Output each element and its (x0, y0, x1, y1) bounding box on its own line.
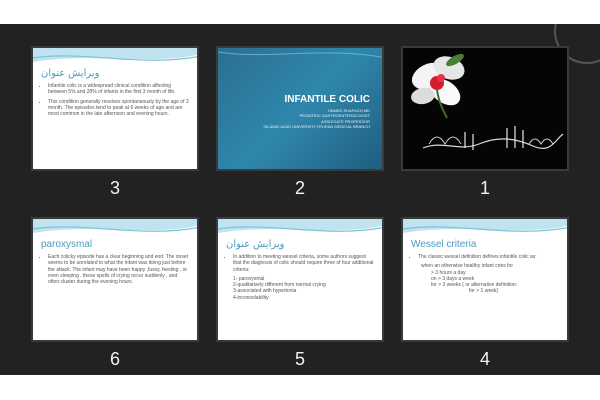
slide-title: paroxysmal (41, 239, 93, 250)
slide-number: 4 (479, 349, 490, 369)
wave-decoration (218, 48, 384, 72)
bullet: • This condition generally resolves spontaneously by the age of 3 month. The episodes tend to peak at 6 weeks of age and are most common in the late afternoon and evening hours. (48, 99, 189, 118)
slide-body (41, 254, 189, 288)
slide-thumbnail-4[interactable] (401, 217, 569, 342)
slide-number: 6 (109, 349, 120, 369)
criteria-line: 1- paroxysmal (233, 275, 265, 282)
slide-title: ويرايش عنوان (226, 239, 285, 250)
slide-body (411, 254, 559, 295)
criteria-line: > 3 hours a day (431, 269, 466, 276)
slide-body (226, 254, 374, 301)
calligraphy-image (403, 48, 569, 171)
slide-thumbnail-5[interactable] (216, 217, 384, 342)
author-line: ISLAMIC AZAD UNIVERSITY,TEHRAN MEDICAL BRANCH (263, 123, 370, 129)
slide-number: 5 (294, 349, 305, 369)
slide-title: Wessel criteria (411, 239, 477, 250)
slide-number: 1 (479, 178, 490, 198)
slide-body (41, 83, 189, 120)
criteria-line: for > 3 weeks ( or alternative definition: (431, 282, 518, 289)
criteria-list (226, 276, 374, 301)
criteria-list (411, 263, 559, 294)
author-line: HAMED SHAFAGH,MD (327, 108, 370, 113)
criteria-line: 2-qualitatively different from normal crying (233, 282, 326, 289)
slide-thumbnail-3[interactable] (31, 46, 199, 171)
slide-thumbnail-2[interactable] (216, 46, 384, 171)
slide-title: INFANTILE COLIC (284, 94, 370, 105)
slide-thumbnail-6[interactable] (31, 217, 199, 342)
criteria-line: 4-inconsolability (233, 294, 269, 301)
slide-thumbnail-1[interactable] (401, 46, 569, 171)
slide-number: 3 (109, 178, 120, 198)
criteria-line: 3-associated with hypertonia (233, 288, 297, 295)
criteria-line: for > 1 week) (469, 288, 499, 295)
slide-subtitle (264, 108, 370, 129)
bullet: • The classic wessel definition defines infantile colic as: (418, 254, 559, 260)
criteria-line: when an otherwise healthy infant cries for (421, 263, 513, 270)
slide-number: 2 (294, 178, 305, 198)
bullet: • Infantile colic is a widespread clinical condition affecting between 5% and 28% of infants in the first 3 month of life. (48, 83, 189, 96)
slide-title: ويرايش عنوان (41, 68, 100, 79)
bullet: • Each colicky episode has a clear beginning and end. The onset seems to be unrelated to what the infant was doing just before the attack. The infant may have been happy ,fussy, feeding , or even sleeping . these spells of crying occur suddenly , and often cluster during the evening hours. (48, 254, 189, 285)
author-line: ASSOCIATE PROFESSOR (321, 118, 370, 124)
slide-sorter-panel (0, 24, 600, 375)
bullet: • In addition to meeting wessel criteria, some authors suggest that the diagnosis of colic should require three of four additional criteria: (233, 254, 374, 273)
author-line: PEDIATRIC GASTROENTEROLOGIST (299, 113, 370, 119)
criteria-line: on > 3 days a week (431, 275, 475, 282)
